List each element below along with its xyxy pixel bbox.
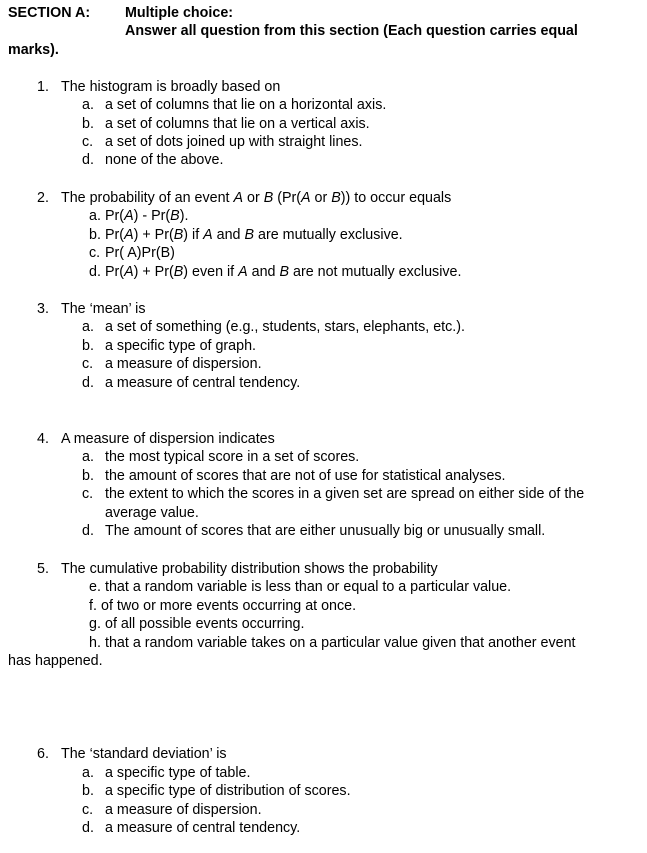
option-letter: d.	[82, 375, 94, 391]
section-title: Multiple choice:	[125, 5, 234, 21]
option-letter: c.	[89, 245, 101, 261]
section-label: SECTION A:	[8, 5, 91, 21]
option-text: a measure of central tendency.	[105, 375, 301, 391]
option-text: Pr(A) + Pr(B) if A and B are mutually exclusive.	[105, 227, 403, 243]
option-letter: b.	[89, 227, 101, 243]
option-text: a measure of dispersion.	[105, 356, 262, 372]
option-letter: e.	[89, 579, 101, 595]
option-letter: c.	[82, 486, 94, 502]
option-text: a specific type of graph.	[105, 338, 256, 354]
option-letter: b.	[82, 783, 94, 799]
option-letter: b.	[82, 116, 94, 132]
question-number: 4.	[37, 431, 49, 447]
option-letter: b.	[82, 338, 94, 354]
option-text: the amount of scores that are not of use for statistical analyses.	[105, 468, 506, 484]
instruction-text: Answer all question from this section (Each question carries equal	[125, 23, 578, 39]
option-text: none of the above.	[105, 152, 224, 168]
option-letter: c.	[82, 356, 94, 372]
option-text: Pr(A) + Pr(B) even if A and B are not mutually exclusive.	[105, 264, 462, 280]
option-text: a set of something (e.g., students, stars, elephants, etc.).	[105, 319, 465, 335]
option-text: a set of dots joined up with straight lines.	[105, 134, 363, 150]
option-letter: f.	[89, 598, 97, 614]
option-text: Pr(A) - Pr(B).	[105, 208, 189, 224]
option-text: a specific type of distribution of scores.	[105, 783, 351, 799]
option-text: of two or more events occurring at once.	[101, 598, 357, 614]
option-text: the extent to which the scores in a given set are spread on either side of the	[105, 486, 585, 502]
option-text: a set of columns that lie on a horizontal axis.	[105, 97, 387, 113]
option-letter: h.	[89, 635, 101, 651]
option-text: a measure of dispersion.	[105, 802, 262, 818]
question-stem: The cumulative probability distribution shows the probability	[61, 561, 438, 577]
option-text: of all possible events occurring.	[105, 616, 305, 632]
question-number: 5.	[37, 561, 49, 577]
question-number: 2.	[37, 190, 49, 206]
option-letter: d.	[82, 152, 94, 168]
option-letter: a.	[82, 449, 94, 465]
option-letter: a.	[82, 319, 94, 335]
option-letter: d.	[82, 523, 94, 539]
option-text: that a random variable takes on a particular value given that another event	[105, 635, 576, 651]
option-text: Pr( A)Pr(B)	[105, 245, 175, 261]
option-letter: c.	[82, 802, 94, 818]
question-stem: The ‘mean’ is	[61, 301, 146, 317]
question-stem: The ‘standard deviation’ is	[61, 746, 227, 762]
option-text: the most typical score in a set of scores.	[105, 449, 360, 465]
option-text-continued: average value.	[105, 505, 199, 521]
option-letter: a.	[82, 765, 94, 781]
option-letter: d.	[89, 264, 101, 280]
option-letter: b.	[82, 468, 94, 484]
option-text: a specific type of table.	[105, 765, 251, 781]
option-letter: a.	[82, 97, 94, 113]
option-letter: a.	[89, 208, 101, 224]
option-text: that a random variable is less than or equal to a particular value.	[105, 579, 512, 595]
question-stem: The probability of an event A or B (Pr(A or B)) to occur equals	[61, 190, 452, 206]
option-letter: d.	[82, 820, 94, 836]
question-stem: A measure of dispersion indicates	[61, 431, 275, 447]
question-number: 1.	[37, 79, 49, 95]
option-text: The amount of scores that are either unusually big or unusually small.	[105, 523, 546, 539]
option-text: a measure of central tendency.	[105, 820, 301, 836]
question-stem: The histogram is broadly based on	[61, 79, 281, 95]
option-letter: c.	[82, 134, 94, 150]
question-number: 3.	[37, 301, 49, 317]
option-text: a set of columns that lie on a vertical axis.	[105, 116, 370, 132]
question-number: 6.	[37, 746, 49, 762]
option-text-continued: has happened.	[8, 653, 103, 669]
option-letter: g.	[89, 616, 101, 632]
instruction-text-continued: marks).	[8, 42, 59, 58]
